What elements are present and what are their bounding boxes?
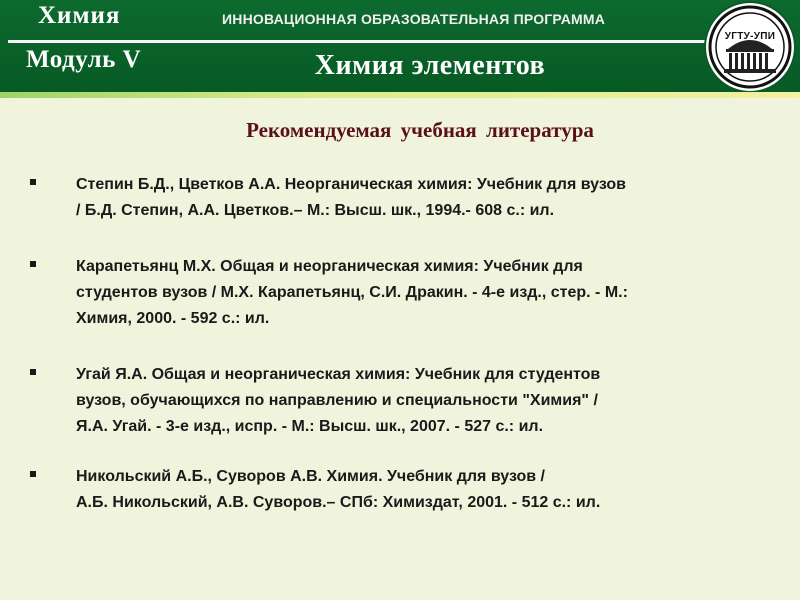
- bullet-icon: [30, 369, 36, 375]
- header-accent-stripe: [0, 92, 800, 98]
- reference-line: / Б.Д. Степин, А.А. Цветков.– М.: Высш. шк., 1994.- 608 с.: ил.: [76, 202, 555, 219]
- logo-text: УГТУ-УПИ: [724, 31, 776, 42]
- reference-line: Я.А. Угай. - 3-е изд., испр. - М.: Высш. шк., 2007. - 527 с.: ил.: [76, 418, 544, 435]
- topic-title: Химия элементов: [314, 50, 546, 81]
- header-bar: [0, 0, 800, 92]
- subject-title: Химия: [38, 2, 121, 29]
- reference-line: Никольский А.Б., Суворов А.В. Химия. Учебник для вузов /: [76, 468, 545, 485]
- reference-line: Угай Я.А. Общая и неорганическая химия: Учебник для студентов: [76, 366, 601, 383]
- reference-line: А.Б. Никольский, А.В. Суворов.– СПб: Химиздат, 2001. - 512 с.: ил.: [76, 494, 601, 511]
- logo-emblem-icon: [706, 3, 794, 91]
- bullet-icon: [30, 261, 36, 267]
- reference-line: вузов, обучающихся по направлению и специальности "Химия" /: [76, 392, 598, 409]
- reference-text: [76, 254, 776, 332]
- section-title: Рекомендуемая учебная литература: [246, 118, 594, 142]
- university-logo: [706, 3, 794, 91]
- reference-line: Химия, 2000. - 592 с.: ил.: [76, 310, 270, 327]
- header-divider: [8, 40, 708, 43]
- program-title: ИННОВАЦИОННАЯ ОБРАЗОВАТЕЛЬНАЯ ПРОГРАММА: [222, 11, 606, 27]
- reference-text: [76, 172, 776, 224]
- bullet-icon: [30, 179, 36, 185]
- reference-line: Степин Б.Д., Цветков А.А. Неорганическая химия: Учебник для вузов: [76, 176, 627, 193]
- reference-text: [76, 464, 776, 516]
- reference-line: Карапетьянц М.Х. Общая и неорганическая химия: Учебник для: [76, 258, 583, 275]
- bullet-icon: [30, 471, 36, 477]
- reference-text: [76, 362, 776, 440]
- module-label: Модуль V: [26, 46, 142, 73]
- reference-line: студентов вузов / М.Х. Карапетьянц, С.И. Дракин. - 4-е изд., стер. - М.:: [76, 284, 628, 301]
